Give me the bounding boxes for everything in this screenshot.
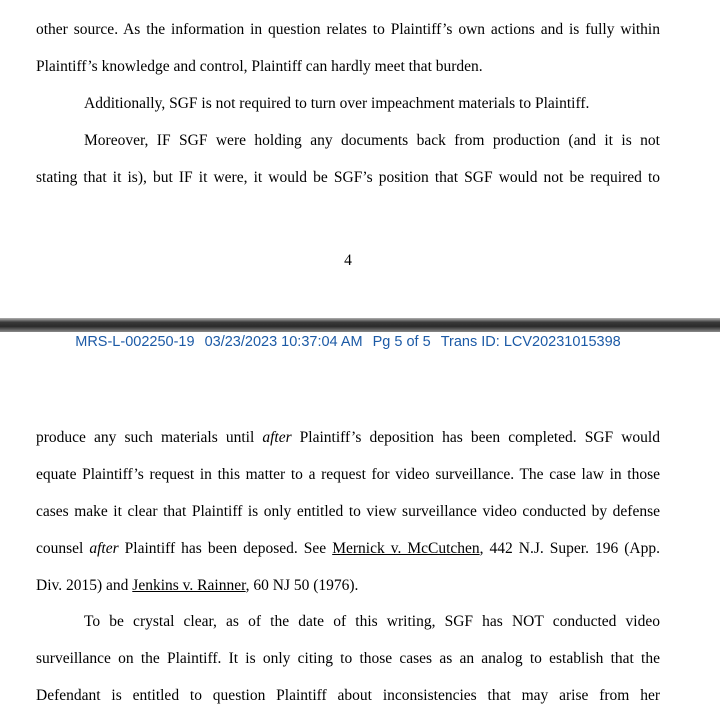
paragraph-line: To be crystal clear, as of the date of this writing, SGF has NOT conducted video — [84, 613, 660, 630]
paragraph-line: Additionally, SGF is not required to turn over impeachment materials to Plaintiff. — [84, 95, 590, 112]
page-number: 4 — [344, 252, 352, 269]
filing-header — [0, 334, 696, 350]
paragraph-line: counsel after Plaintiff has been deposed. See Mernick v. McCutchen, 442 N.J. Super. 196 (App. — [36, 540, 660, 557]
transaction-id: Trans ID: LCV20231015398 — [440, 334, 621, 350]
paragraph-line: Plaintiff’s knowledge and control, Plaintiff can hardly meet that burden. — [36, 58, 483, 75]
page-indicator: Pg 5 of 5 — [372, 334, 431, 350]
docket-number: MRS-L-002250-19 — [75, 334, 195, 350]
paragraph-line: Div. 2015) and Jenkins v. Rainner, 60 NJ 50 (1976). — [36, 577, 359, 594]
paragraph-line: Moreover, IF SGF were holding any documents back from production (and it is not — [84, 132, 660, 149]
paragraph-line: Defendant is entitled to question Plaintiff about inconsistencies that may arise from her — [36, 687, 660, 704]
paragraph-line: produce any such materials until after Plaintiff’s deposition has been completed. SGF would — [36, 429, 660, 446]
paragraph-line: equate Plaintiff’s request in this matter to a request for video surveillance. The case law in those — [36, 466, 660, 483]
filing-datetime: 03/23/2023 10:37:04 AM — [204, 334, 363, 350]
previous-page — [0, 0, 720, 318]
paragraph-line: stating that it is), but IF it were, it would be SGF’s position that SGF would not be required to — [36, 169, 660, 186]
paragraph-line: cases make it clear that Plaintiff is only entitled to view surveillance video conducted by defense — [36, 503, 660, 520]
paragraph-line: surveillance on the Plaintiff. It is only citing to those cases as an analog to establish that the — [36, 650, 660, 667]
page-separator — [0, 318, 720, 332]
case-citation: Mernick v. McCutchen — [332, 540, 480, 557]
case-citation: Jenkins v. Rainner — [132, 577, 246, 594]
paragraph-line: other source. As the information in question relates to Plaintiff’s own actions and is fully within — [36, 21, 660, 38]
